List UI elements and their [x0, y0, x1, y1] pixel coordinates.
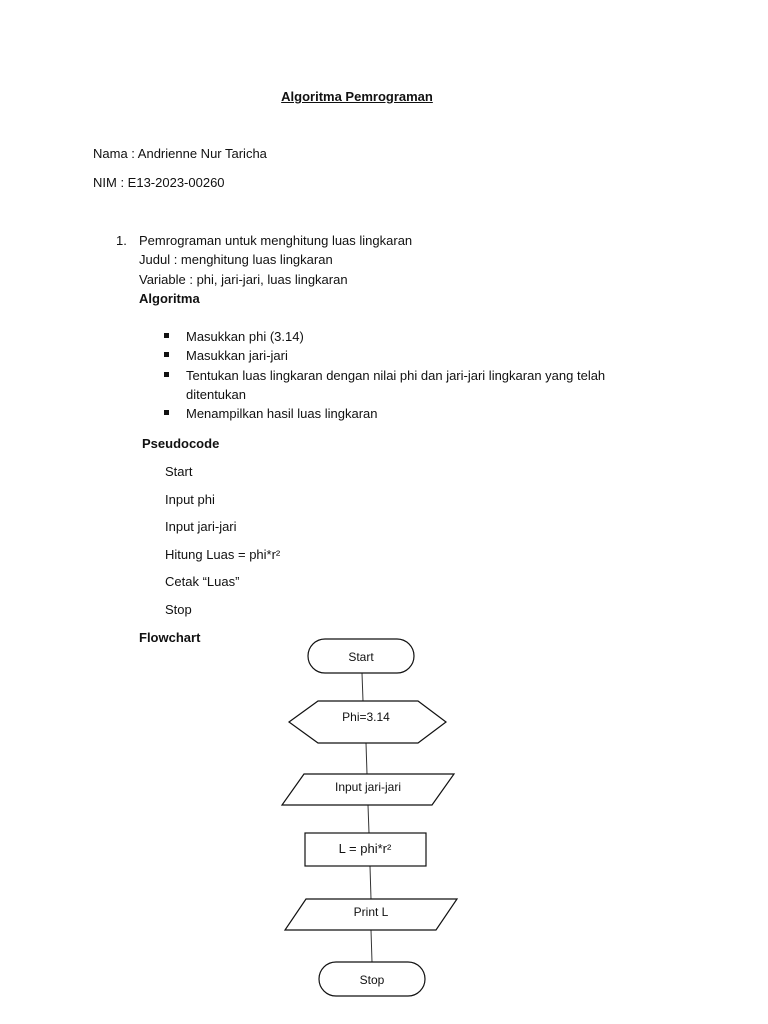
node-label: Phi=3.14 — [342, 710, 390, 724]
flow-connector — [371, 930, 372, 962]
flow-connector — [370, 866, 371, 899]
pseudocode-line: Cetak “Luas” — [165, 574, 240, 589]
item-number: 1. — [116, 233, 127, 248]
student-name: Nama : Andrienne Nur Taricha — [93, 146, 267, 161]
pseudocode-label: Pseudocode — [142, 436, 220, 451]
algoritma-step: Tentukan luas lingkaran dengan nilai phi dan jari-jari lingkaran yang telah — [186, 368, 606, 383]
pseudocode-line: Input phi — [165, 492, 215, 507]
node-label: L = phi*r² — [338, 841, 392, 856]
flow-connector — [362, 673, 363, 701]
node-label: Start — [348, 650, 374, 664]
document-title: Algoritma Pemrograman — [281, 89, 433, 104]
node-label: Stop — [359, 973, 385, 987]
pseudocode-line: Start — [165, 464, 193, 479]
judul-line: Judul : menghitung luas lingkaran — [139, 252, 333, 267]
flow-connector — [366, 743, 367, 774]
algoritma-label: Algoritma — [139, 291, 200, 306]
algoritma-step-continuation: ditentukan — [186, 387, 246, 402]
pseudocode-line: Stop — [165, 602, 192, 617]
node-label: Print L — [353, 905, 389, 919]
pseudocode-line: Input jari-jari — [165, 519, 237, 534]
item-heading: Pemrograman untuk menghitung luas lingkaran — [139, 233, 413, 248]
algoritma-step: Masukkan jari-jari — [186, 348, 288, 363]
flow-connector — [368, 805, 369, 833]
flowchart-label: Flowchart — [139, 630, 201, 645]
node-label: Input jari-jari — [334, 780, 402, 794]
variable-line: Variable : phi, jari-jari, luas lingkaran — [139, 272, 348, 287]
pseudocode-line: Hitung Luas = phi*r² — [165, 547, 281, 562]
student-nim: NIM : E13-2023-00260 — [93, 175, 225, 190]
algoritma-step: Menampilkan hasil luas lingkaran — [186, 406, 378, 421]
algoritma-step: Masukkan phi (3.14) — [186, 329, 304, 344]
